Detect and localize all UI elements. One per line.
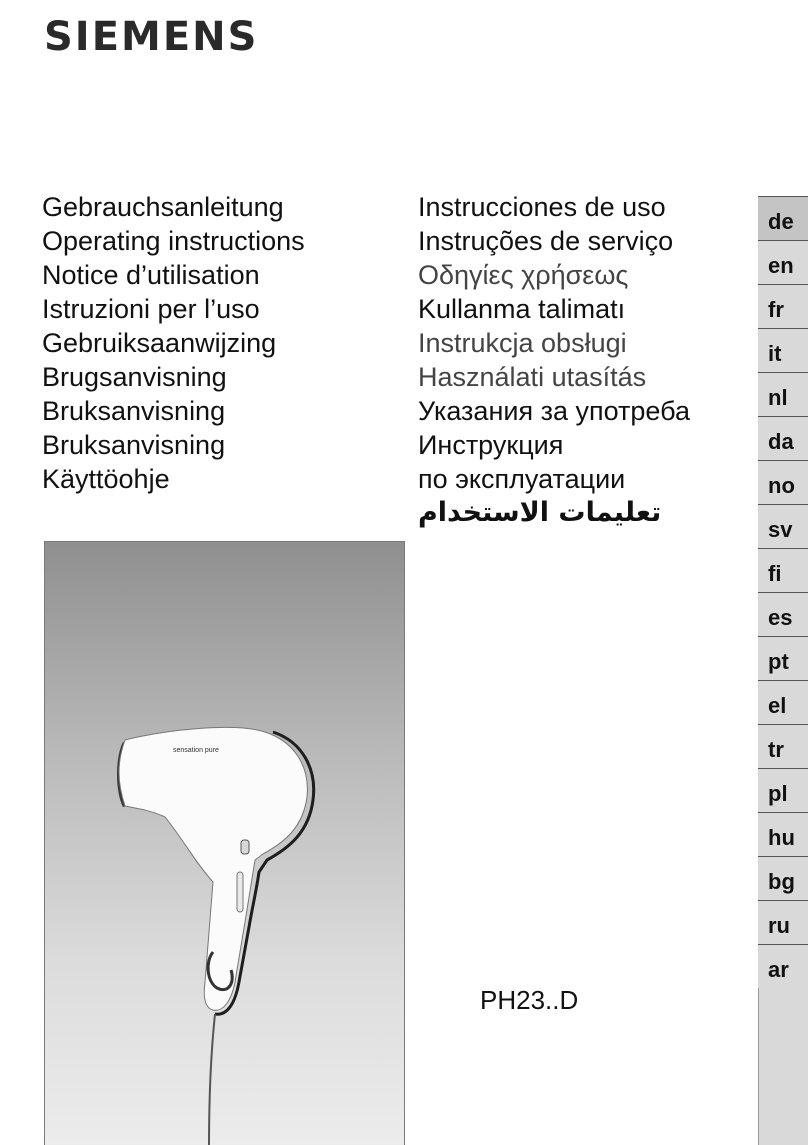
- hair-dryer-illustration: [45, 542, 405, 1145]
- tab-bg[interactable]: bg: [758, 856, 808, 900]
- tab-ru[interactable]: ru: [758, 900, 808, 944]
- title-fr: Notice d’utilisation: [42, 260, 260, 290]
- language-tabs: [758, 196, 808, 988]
- title-nl: Gebruiksaanwijzing: [42, 328, 277, 358]
- tab-nl[interactable]: nl: [758, 372, 808, 416]
- tab-de[interactable]: de: [758, 196, 808, 240]
- title-ar: تعليمات الاستخدام: [418, 497, 662, 528]
- tab-hu[interactable]: hu: [758, 812, 808, 856]
- title-pt: Instruções de serviço: [418, 226, 674, 256]
- tab-fi[interactable]: fi: [758, 548, 808, 592]
- title-fi: Käyttöohje: [42, 464, 170, 494]
- manual-titles-right: [418, 190, 690, 530]
- tab-el[interactable]: el: [758, 680, 808, 724]
- tab-it[interactable]: it: [758, 328, 808, 372]
- title-ru-line1: Инструкция: [418, 430, 564, 460]
- title-hu: Használati utasítás: [418, 362, 647, 392]
- title-de: Gebrauchsanleitung: [42, 192, 284, 222]
- title-en: Operating instructions: [42, 226, 305, 256]
- tab-fr[interactable]: fr: [758, 284, 808, 328]
- brand-logo: SIEMENS: [44, 14, 259, 60]
- title-el: Οδηγίες χρήσεως: [418, 260, 629, 290]
- title-it: Istruzioni per l’uso: [42, 294, 260, 324]
- title-sv: Bruksanvisning: [42, 430, 226, 460]
- hair-dryer-photo: [44, 541, 405, 1145]
- tab-no[interactable]: no: [758, 460, 808, 504]
- title-tr: Kullanma talimatı: [418, 294, 626, 324]
- title-es: Instrucciones de uso: [418, 192, 666, 222]
- tab-tr[interactable]: tr: [758, 724, 808, 768]
- title-bg: Указания за употреба: [418, 396, 690, 426]
- title-pl: Instrukcja obsługi: [418, 328, 627, 358]
- tab-ar[interactable]: ar: [758, 944, 808, 988]
- tab-sv[interactable]: sv: [758, 504, 808, 548]
- tab-es[interactable]: es: [758, 592, 808, 636]
- title-no: Bruksanvisning: [42, 396, 226, 426]
- tab-da[interactable]: da: [758, 416, 808, 460]
- title-da: Brugsanvisning: [42, 362, 227, 392]
- title-ru-line2: по эксплуатации: [418, 464, 626, 494]
- model-number: PH23..D: [480, 985, 579, 1015]
- tab-en[interactable]: en: [758, 240, 808, 284]
- tab-pt[interactable]: pt: [758, 636, 808, 680]
- tab-pl[interactable]: pl: [758, 768, 808, 812]
- manual-titles-left: [42, 190, 305, 496]
- product-label: sensation pure: [173, 747, 219, 754]
